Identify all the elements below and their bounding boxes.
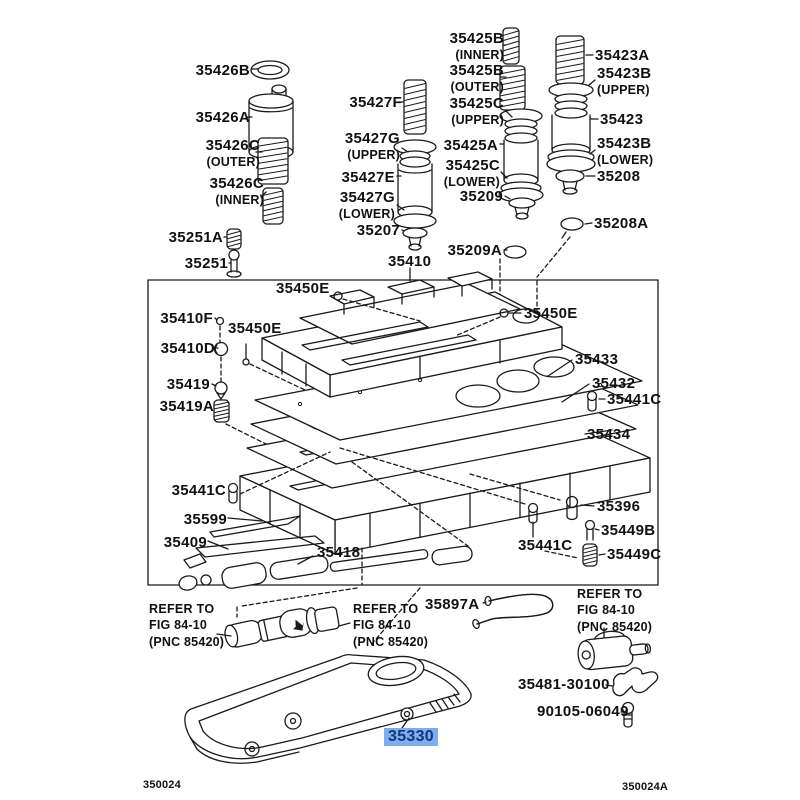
part-label-35423b-upper-line-0: 35423B [597,65,652,82]
part-label-35330-selected[interactable] [384,728,438,746]
part-label-35441c-bottom-line-0: 35441C [518,537,573,554]
part-label-35450e-mid[interactable] [228,321,282,338]
part-label-35432-line-0: 35432 [592,375,636,392]
part-label-35425a[interactable] [444,138,498,155]
part-label-35410d[interactable] [161,341,215,358]
part-label-35426c-outer-line-0: 35426C [205,137,260,154]
spring-35426c-inner-drawing [263,188,283,224]
part-label-35449b[interactable] [601,523,655,540]
part-label-35423b-upper-line-1: (UPPER) [597,82,650,97]
footer-code-left-line-0: 350024 [143,779,181,791]
spring-35427f-drawing [404,80,426,134]
valve-35419-drawing [212,382,227,399]
part-label-35423b-lower-line-1: (LOWER) [597,152,654,167]
part-label-35426a[interactable] [196,110,250,127]
part-label-35433[interactable] [575,352,618,369]
part-label-35410f[interactable] [160,311,213,328]
part-label-35426a-line-0: 35426A [195,109,250,126]
part-label-35208[interactable] [597,169,640,186]
part-label-35427g-lower-line-1: (LOWER) [338,206,395,221]
part-label-35426c-outer-line-1: (OUTER) [206,154,260,169]
part-label-35410[interactable] [388,254,431,271]
part-label-35419-line-0: 35419 [166,376,210,393]
part-label-35427g-upper-line-1: (UPPER) [347,147,400,162]
refer-note-right-line-1: FIG 84-10 [577,603,636,618]
part-label-35425b-outer-line-1: (OUTER) [450,79,504,94]
part-label-35396[interactable] [597,499,640,516]
part-label-35427g-lower-line-0: 35427G [339,189,395,206]
part-label-35425c-upper-line-0: 35425C [449,95,504,112]
solenoid-middle-drawing [278,602,340,639]
part-label-35427g-upper-line-0: 35427G [344,130,400,147]
part-label-35425b-outer-line-0: 35425B [449,62,504,79]
o-ring-35426b-drawing [251,61,289,79]
plug-35208-drawing [556,170,595,194]
part-label-35434-line-0: 35434 [587,426,631,443]
part-label-35599-line-0: 35599 [183,511,227,528]
part-label-35209[interactable] [460,189,503,206]
part-label-35396-line-0: 35396 [597,498,641,515]
part-label-35481-30100[interactable] [518,677,610,694]
part-label-35423-line-0: 35423 [600,111,644,128]
part-label-35427e[interactable] [341,170,395,187]
spring-35449c-drawing [583,544,597,566]
piston-35423-drawing [547,80,598,172]
part-label-35441c-left-line-0: 35441C [171,482,226,499]
refer-note-left-line-1: FIG 84-10 [149,618,208,633]
valve-35449b-drawing [586,521,600,541]
part-label-35426c-inner-line-1: (INNER) [215,192,264,207]
refer-note-right [577,586,652,635]
part-label-35427f-line-0: 35427F [349,94,402,111]
refer-note-left [149,601,224,650]
clip-35410d-drawing [215,343,228,356]
footer-code-left [143,779,181,791]
part-label-35427g-lower[interactable] [339,190,395,221]
part-label-35481-30100-line-0: 35481-30100 [518,676,610,693]
part-label-35423b-upper[interactable] [597,66,651,97]
piston-35427-drawing [394,140,436,228]
part-label-35425b-inner[interactable] [450,31,504,62]
part-label-35251a[interactable] [169,230,223,247]
part-label-35450e-top[interactable] [276,281,330,298]
spring-35423a-drawing [556,36,584,84]
part-label-35208a-line-0: 35208A [594,215,649,232]
part-label-35425b-inner-line-1: (INNER) [455,47,504,62]
refer-note-left-line-2: (PNC 85420) [149,634,225,649]
part-label-35450e-right-line-0: 35450E [524,305,578,322]
part-label-35418[interactable] [317,545,360,562]
part-label-35425c-upper-line-1: (UPPER) [451,112,504,127]
part-label-35423a[interactable] [595,48,649,65]
part-label-35425c-lower-line-1: (LOWER) [443,174,500,189]
refer-note-right-line-0: REFER TO [577,587,643,601]
part-label-35419a[interactable] [160,399,214,416]
check-ball-35410f-drawing [215,318,224,325]
part-label-90105-06049-line-0: 90105-06049 [537,703,629,720]
part-label-35897a[interactable] [425,597,479,614]
part-label-35410d-line-0: 35410D [160,340,215,357]
part-label-35441c-left[interactable] [172,483,226,500]
part-label-35426c-outer[interactable] [206,138,260,169]
refer-note-right-line-2: (PNC 85420) [577,619,653,634]
part-label-35425c-lower[interactable] [444,158,500,189]
part-label-35207-line-0: 35207 [356,222,400,239]
part-label-35418-line-0: 35418 [317,544,361,561]
pin-35251-drawing [227,250,241,277]
part-label-35207[interactable] [357,223,400,240]
part-label-35425b-inner-line-0: 35425B [449,30,504,47]
part-label-35423a-line-0: 35423A [595,47,650,64]
part-label-35449c-line-0: 35449C [607,546,662,563]
part-label-35426b[interactable] [196,63,250,80]
part-label-35426c-inner[interactable] [210,176,264,207]
part-label-35425b-outer[interactable] [450,63,504,94]
o-ring-35208a-drawing [561,218,592,238]
part-label-35897a-line-0: 35897A [425,596,480,613]
part-label-35208a[interactable] [594,216,648,233]
o-ring-35209a-drawing [504,246,526,258]
part-label-35419[interactable] [167,377,210,394]
part-label-35441c-bottom[interactable] [518,538,572,555]
refer-note-middle-line-2: (PNC 85420) [353,634,429,649]
check-ball-35441c-left-drawing [229,484,238,504]
part-label-35441c-right[interactable] [607,392,661,409]
part-label-35409[interactable] [164,535,207,552]
part-label-35251[interactable] [185,256,228,273]
piston-35425-drawing [499,109,543,202]
part-label-35425a-line-0: 35425A [443,137,498,154]
refer-note-middle [353,601,428,650]
part-label-35426c-inner-line-0: 35426C [209,175,264,192]
part-label-35410f-line-0: 35410F [160,310,213,327]
plug-35209-drawing [505,196,535,219]
part-label-35409-line-0: 35409 [163,534,207,551]
part-label-35423[interactable] [600,112,643,129]
spring-35425b-inner-drawing [503,28,519,64]
part-label-35423b-lower[interactable] [597,136,653,167]
part-label-35427e-line-0: 35427E [341,169,395,186]
bracket-35481-drawing [606,668,658,696]
part-label-35427g-upper[interactable] [345,131,400,162]
part-label-35441c-right-line-0: 35441C [607,391,662,408]
part-label-90105-06049[interactable] [537,704,629,721]
spring-35419a-drawing [214,400,229,422]
part-label-35209a[interactable] [448,243,502,260]
oil-strainer-35330-drawing [185,653,471,763]
part-label-35427f[interactable] [349,95,402,112]
refer-note-middle-line-1: FIG 84-10 [353,618,412,633]
part-label-35251a-line-0: 35251A [168,229,223,246]
hose-35897a-drawing [472,594,553,629]
part-label-35599[interactable] [184,512,227,529]
part-label-35426b-line-0: 35426B [195,62,250,79]
part-label-35425c-upper[interactable] [450,96,504,127]
footer-code-right [622,781,668,793]
part-label-35423b-lower-line-0: 35423B [597,135,652,152]
part-label-35434[interactable] [587,427,630,444]
part-label-35209a-line-0: 35209A [447,242,502,259]
part-label-35330-selected-line-0: 35330 [384,728,438,746]
part-label-35251-line-0: 35251 [184,255,228,272]
part-label-35425c-lower-line-0: 35425C [445,157,500,174]
spring-35251a-drawing [227,229,241,249]
part-label-35449b-line-0: 35449B [601,522,656,539]
part-label-35410-line-0: 35410 [388,253,432,270]
part-label-35449c[interactable] [607,547,661,564]
part-label-35450e-right[interactable] [524,306,578,323]
part-label-35208-line-0: 35208 [597,168,641,185]
footer-code-right-line-0: 350024A [622,781,669,793]
part-label-35450e-mid-line-0: 35450E [228,320,282,337]
part-label-35450e-top-line-0: 35450E [276,280,330,297]
bolt-35450e-mid-drawing [243,344,249,365]
refer-note-left-line-0: REFER TO [149,602,215,616]
refer-note-middle-line-0: REFER TO [353,602,419,616]
part-label-35433-line-0: 35433 [575,351,619,368]
part-label-35419a-line-0: 35419A [159,398,214,415]
plug-35207-drawing [402,228,427,250]
part-label-35209-line-0: 35209 [459,188,503,205]
